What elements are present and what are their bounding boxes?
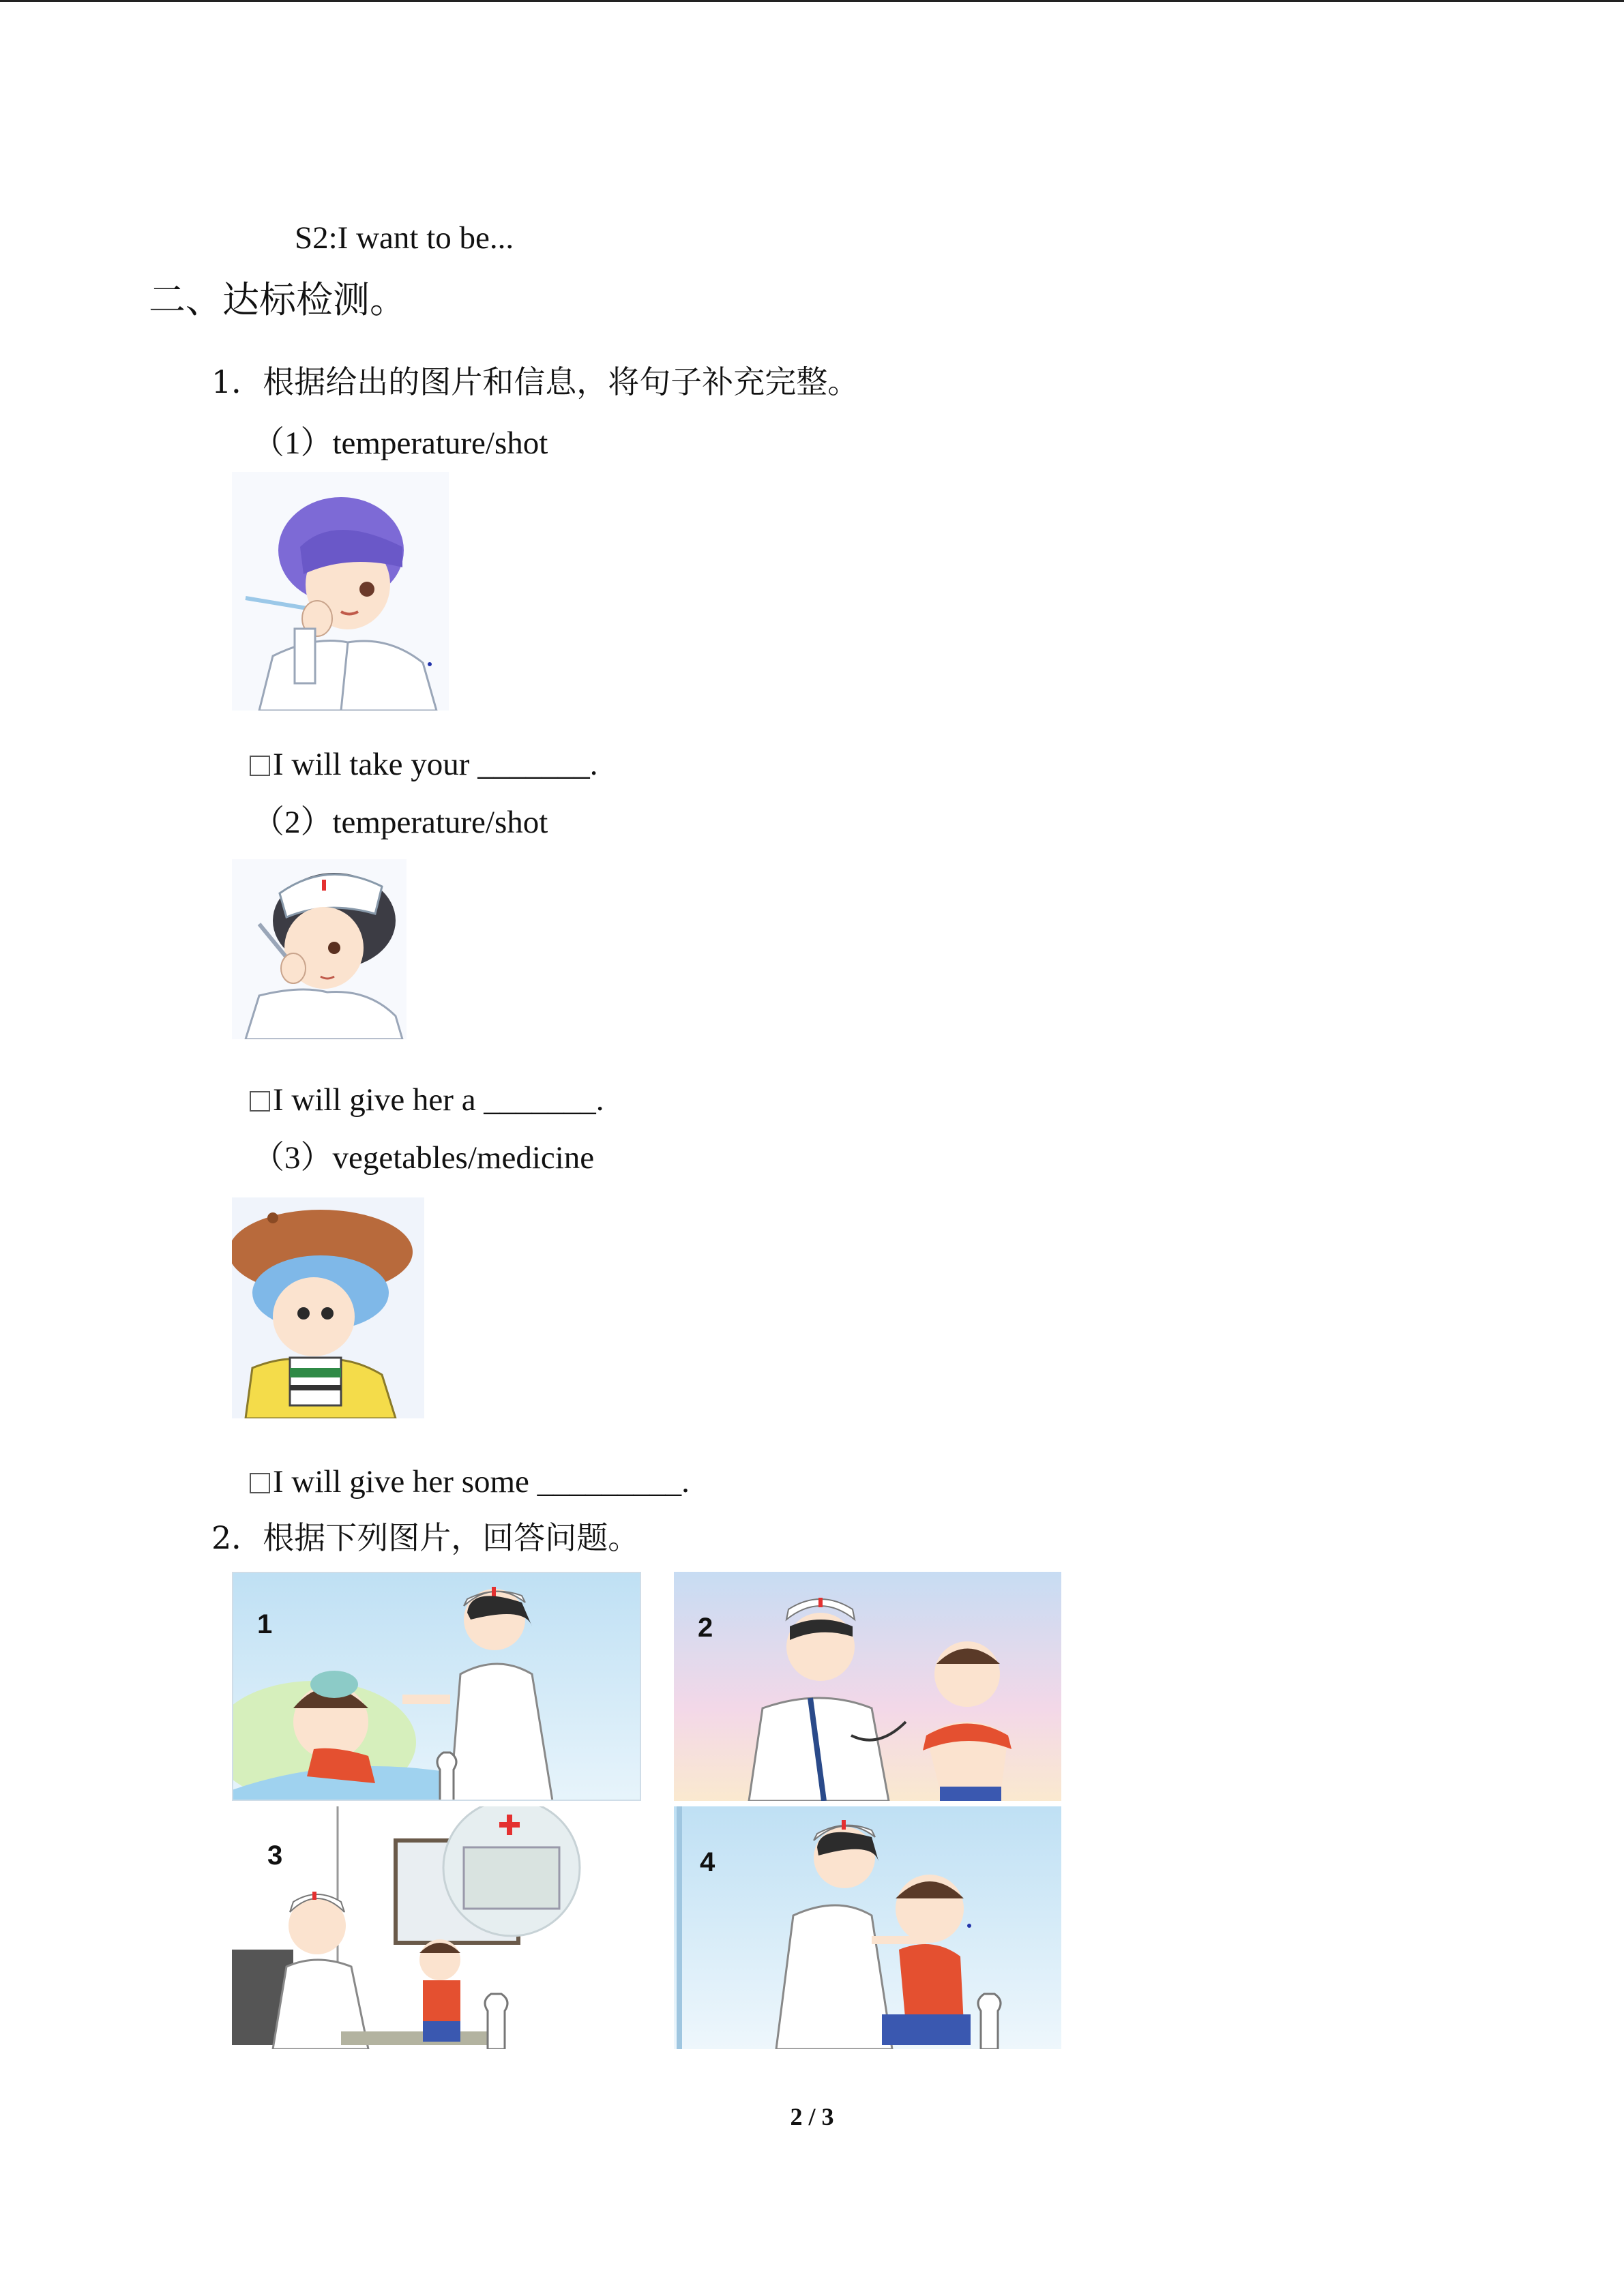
answer-checkbox[interactable]	[250, 1091, 270, 1112]
q1-item1-sentence: I will take your _______.	[250, 749, 597, 781]
panel-4-number: 4	[700, 1847, 715, 1877]
q1-item3-sentence: I will give her some _________.	[250, 1466, 690, 1498]
q1-item2-sentence: I will give her a _______.	[250, 1084, 604, 1116]
panel-3-number: 3	[267, 1840, 283, 1870]
picture-panel-1	[232, 1572, 641, 1801]
section-heading: 二、达标检测。	[149, 278, 407, 321]
picture-grid	[232, 1572, 1061, 2049]
previous-dialogue-line: S2:I want to be...	[295, 220, 514, 256]
picture-panel-2	[674, 1572, 1061, 1801]
answer-checkbox[interactable]	[250, 756, 270, 776]
picture-panel-3	[232, 1806, 641, 2049]
q1-item3-hint: （3）vegetables/medicine	[252, 1140, 595, 1176]
page-number: 2 / 3	[790, 2103, 834, 2130]
doctor-thermometer-picture	[232, 472, 449, 711]
picture-panel-4	[674, 1806, 1061, 2049]
q1-item1-hint: （1）temperature/shot	[252, 426, 548, 461]
page-top-border	[0, 0, 1624, 2]
q2-instruction: 2．根据下列图片，回答问题。	[211, 1519, 640, 1556]
q1-item2-hint: （2）temperature/shot	[252, 805, 548, 840]
answer-checkbox[interactable]	[250, 1473, 270, 1493]
q1-instruction: 1．根据给出的图片和信息，将句子补充完整。	[211, 363, 859, 400]
boy-with-medicine-picture	[232, 1197, 424, 1418]
panel-1-number: 1	[257, 1609, 273, 1639]
nurse-syringe-picture	[232, 859, 407, 1039]
panel-2-number: 2	[698, 1613, 713, 1643]
